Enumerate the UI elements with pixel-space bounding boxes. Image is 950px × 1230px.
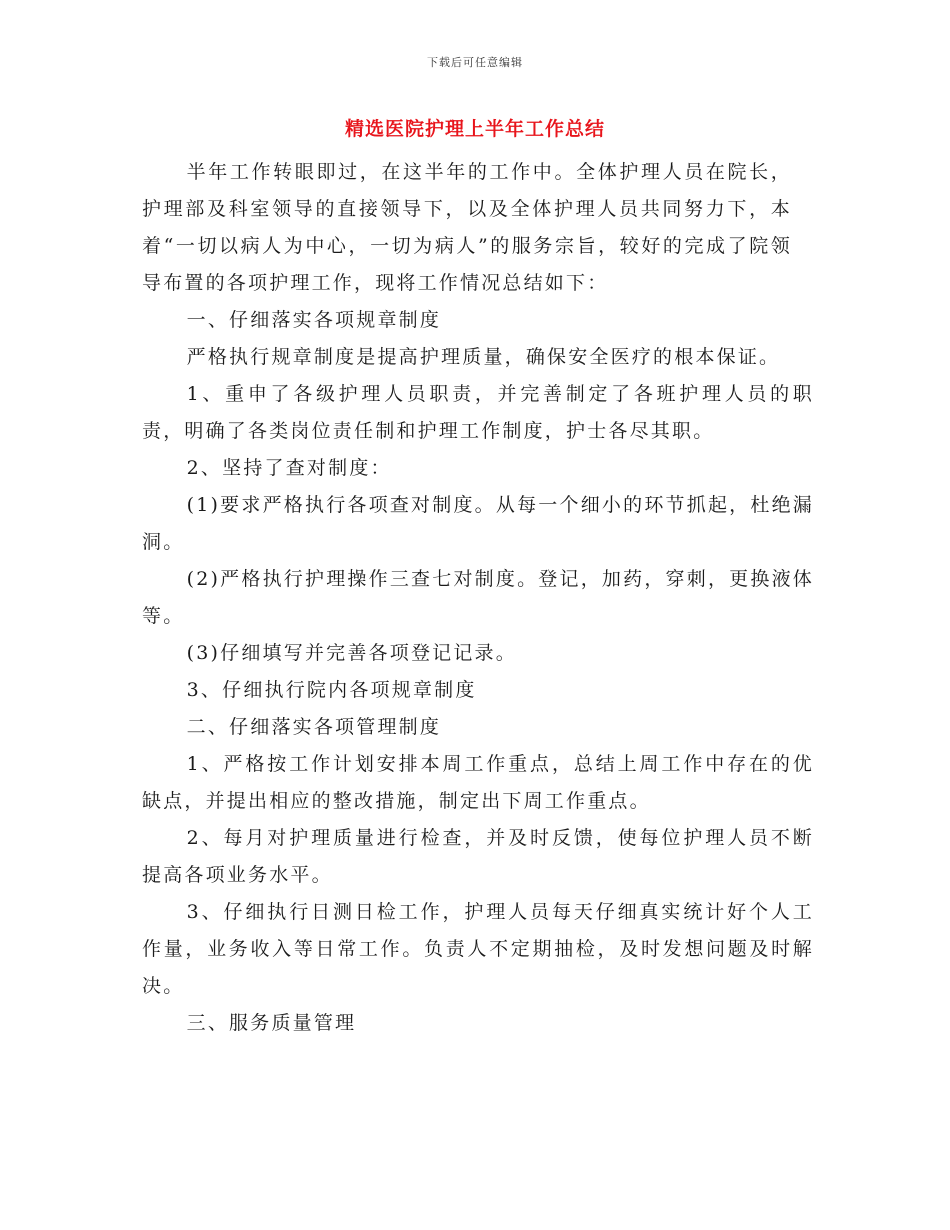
list-item: 3、仔细执行院内各项规章制度	[186, 679, 477, 701]
document-body	[142, 154, 814, 1042]
list-item: 1、重申了各级护理人员职责，并完善制定了各班护理人员的职责，明确了各类岗位责任制和护理工作制度，护士各尽其职。	[142, 383, 814, 442]
paragraph-intro: 半年工作转眼即过，在这半年的工作中。全体护理人员在院长，护理部及科室领导的直接领导下，以及全体护理人员共同努力下，本着“一切以病人为中心，一切为病人”的服务宗旨，较好的完成了院领导布置的各项护理工作，现将工作情况总结如下：	[142, 161, 792, 294]
list-item: 1、严格按工作计划安排本周工作重点，总结上周工作中存在的优缺点，并提出相应的整改措施，制定出下周工作重点。	[142, 753, 814, 812]
list-item: 2、坚持了查对制度：	[186, 457, 392, 479]
section-heading-2: 二、仔细落实各项管理制度	[186, 716, 442, 738]
sub-list-item: (2)严格执行护理操作三查七对制度。登记，加药，穿刺，更换液体等。	[142, 568, 814, 627]
sub-list-item: (3)仔细填写并完善各项登记记录。	[186, 642, 517, 664]
document-title: 精选医院护理上半年工作总结	[344, 118, 605, 140]
paragraph: 严格执行规章制度是提高护理质量，确保安全医疗的根本保证。	[186, 346, 781, 368]
sub-list-item: (1)要求严格执行各项查对制度。从每一个细小的环节抓起，杜绝漏洞。	[142, 494, 814, 553]
list-item: 2、每月对护理质量进行检查，并及时反馈，使每位护理人员不断提高各项业务水平。	[142, 827, 814, 886]
list-item: 3、仔细执行日测日检工作，护理人员每天仔细真实统计好个人工作量，业务收入等日常工作。负责人不定期抽检，及时发想问题及时解决。	[142, 901, 814, 997]
header-note: 下载后可任意编辑	[427, 56, 523, 69]
section-heading-3: 三、服务质量管理	[186, 1012, 357, 1034]
section-heading-1: 一、仔细落实各项规章制度	[186, 309, 442, 331]
